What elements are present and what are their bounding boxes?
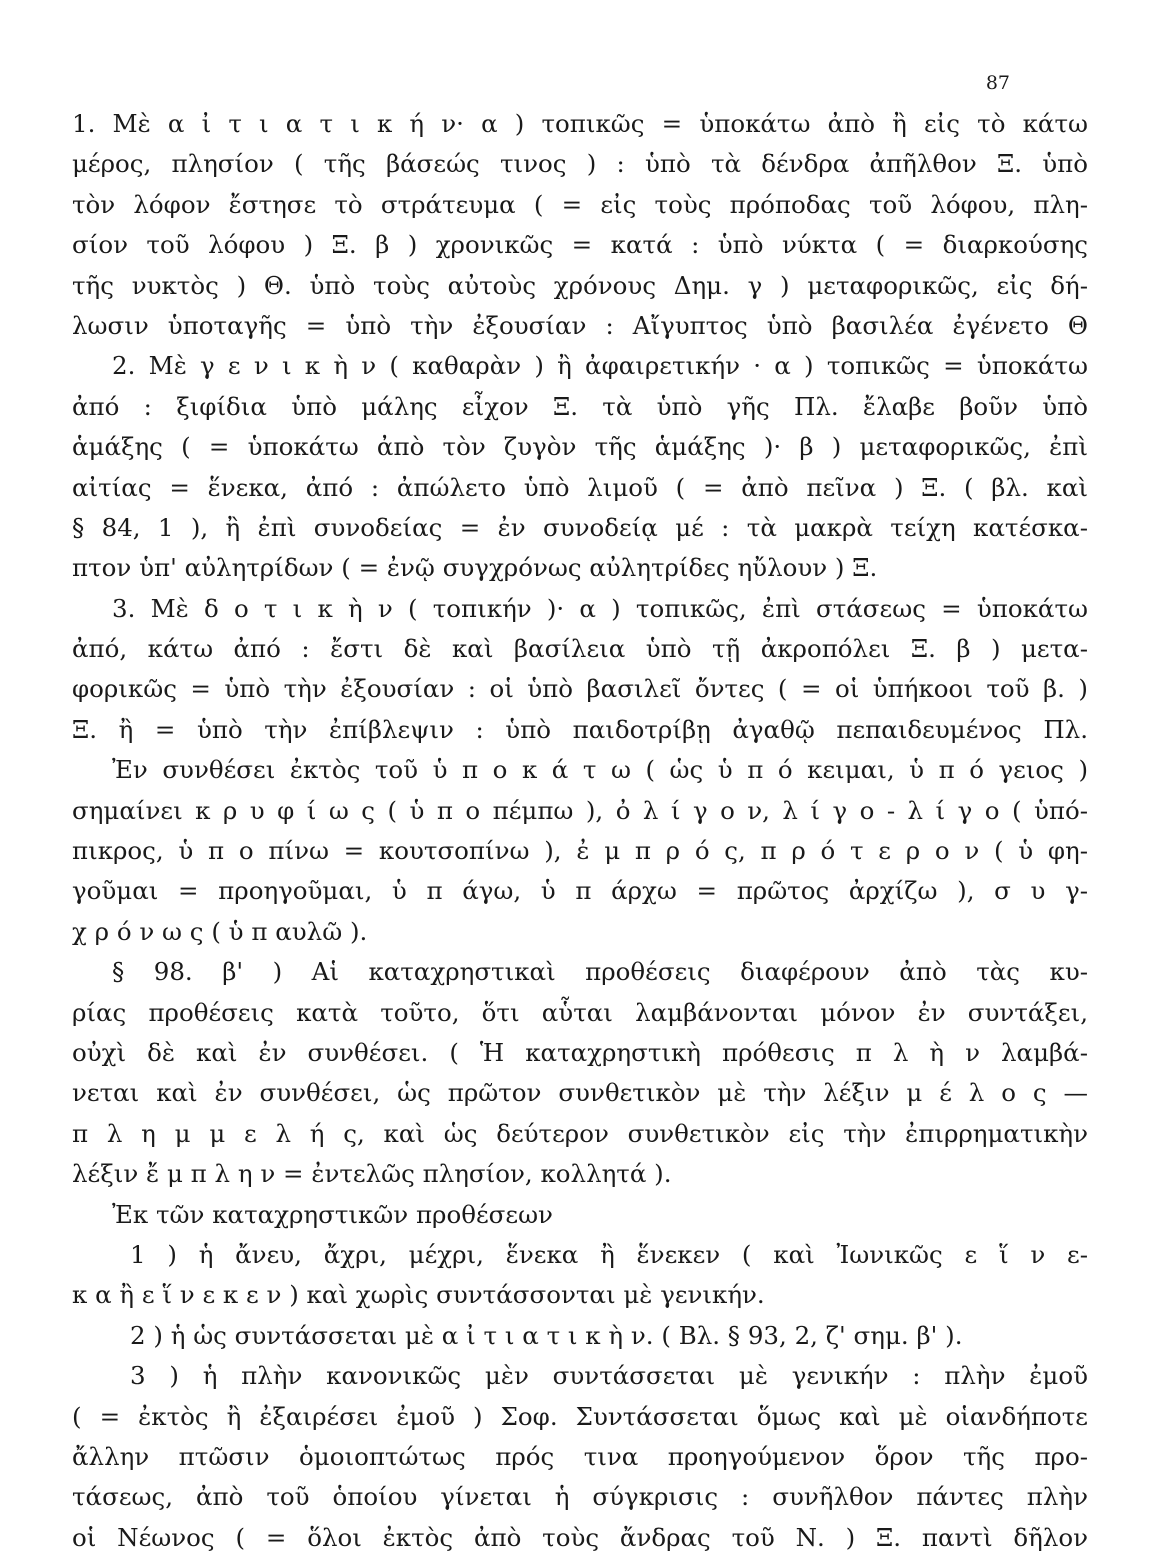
text-line-19: πικρος, ὑ π ο πίνω = κουτσοπίνω ), ἐ μ π ρ ό ς, π ρ ό τ ε ρ ο ν ( ὑ φη- (72, 836, 1088, 866)
text-line-1: 1. Μὲ α ἰ τ ι α τ ι κ ή ν· α ) τοπικῶς = ὑποκάτω ἀπὸ ἢ εἰς τὸ κάτω (72, 109, 1088, 138)
text-line-22: § 98. β' ) Αἱ καταχρηστικαὶ προθέσεις διαφέρουν ἀπὸ τὰς κυ- (112, 957, 1088, 987)
text-line-12: πτον ὑπ' αὐλητρίδων ( = ἐνῷ συγχρόνως αὐλητρίδες ηὔλουν ) Ξ. (72, 553, 878, 583)
text-line-18: σημαίνει κ ρ υ φ ί ω ς ( ὑ π ο πέμπω ), ὀ λ ί γ ο ν, λ ί γ ο - λ ί γ ο ( ὑπό- (72, 795, 1088, 825)
text-line-33: ( = ἐκτὸς ἢ ἐξαιρέσει ἐμοῦ ) Σοφ. Συντάσσεται ὅμως καὶ μὲ οἱανδήποτε (72, 1401, 1088, 1431)
text-line-8: ἀπό : ξιφίδια ὑπὸ μάλης εἶχον Ξ. τὰ ὑπὸ γῆς Πλ. ἔλαβε βοῦν ὑπὸ (72, 391, 1088, 421)
text-line-28: Ἐκ τῶν καταχρηστικῶν προθέσεων (112, 1199, 553, 1229)
text-line-14: ἀπό, κάτω ἀπό : ἔστι δὲ καὶ βασίλεια ὑπὸ τῇ ἀκροπόλει Ξ. β ) μετα- (72, 634, 1088, 664)
text-line-32: 3 ) ἡ πλὴν κανονικῶς μὲν συντάσσεται μὲ γενικήν : πλὴν ἐμοῦ (130, 1361, 1088, 1391)
body-text (72, 104, 1088, 1558)
text-line-16: Ξ. ἢ = ὑπὸ τὴν ἐπίβλεψιν : ὑπὸ παιδοτρίβῃ ἀγαθῷ πεπαιδευμένος Πλ. (72, 714, 1088, 744)
text-line-6: λωσιν ὑποταγῆς = ὑπὸ τὴν ἐξουσίαν : Αἴγυπτος ὑπὸ βασιλέα ἐγένετο Θ (72, 310, 1088, 340)
text-line-20: γοῦμαι = προηγοῦμαι, ὑ π άγω, ὑ π άρχω = πρῶτος ἀρχίζω ), σ υ γ- (72, 876, 1088, 906)
text-line-24: οὐχὶ δὲ καὶ ἐν συνθέσει. ( Ἡ καταχρηστικὴ πρόθεσις π λ ὴ ν λαμβά- (72, 1037, 1088, 1067)
text-line-2: μέρος, πλησίον ( τῆς βάσεώς τινος ) : ὑπὸ τὰ δένδρα ἀπῆλθον Ξ. ὑπὸ (72, 149, 1088, 179)
text-line-29: 1 ) ἡ ἄνευ, ἄχρι, μέχρι, ἕνεκα ἢ ἕνεκεν ( καὶ Ἰωνικῶς ε ἵ ν ε- (130, 1239, 1088, 1269)
text-line-10: αἰτίας = ἕνεκα, ἀπό : ἀπώλετο ὑπὸ λιμοῦ ( = ἀπὸ πεῖνα ) Ξ. ( βλ. καὶ (72, 472, 1088, 502)
text-line-17: Ἐν συνθέσει ἐκτὸς τοῦ ὑ π ο κ ά τ ω ( ὡς ὑ π ό κειμαι, ὑ π ό γειος ) (112, 755, 1088, 785)
text-line-26: π λ η μ μ ε λ ή ς, καὶ ὡς δεύτερον συνθετικὸν εἰς τὴν ἐπιρρηματικὴν (72, 1118, 1088, 1148)
text-line-36: οἱ Νέωνος ( = ὅλοι ἐκτὸς ἀπὸ τοὺς ἄνδρας τοῦ Ν. ) Ξ. παντὶ δῆλον (72, 1522, 1088, 1552)
text-line-9: ἁμάξης ( = ὑποκάτω ἀπὸ τὸν ζυγὸν τῆς ἁμάξης )· β ) μεταφορικῶς, ἐπὶ (72, 432, 1088, 462)
page-number: 87 (985, 72, 1010, 94)
text-line-34: ἄλλην πτῶσιν ὁμοιοπτώτως πρός τινα προηγούμενον ὅρον τῆς προ- (72, 1441, 1088, 1471)
text-line-5: τῆς νυκτὸς ) Θ. ὑπὸ τοὺς αὐτοὺς χρόνους Δημ. γ ) μεταφορικῶς, εἰς δή- (72, 270, 1088, 300)
text-line-25: νεται καὶ ἐν συνθέσει, ὡς πρῶτον συνθετικὸν μὲ τὴν λέξιν μ έ λ ο ς — (72, 1078, 1088, 1108)
text-line-31: 2 ) ἡ ὡς συντάσσεται μὲ α ἰ τ ι α τ ι κ ὴ ν. ( Βλ. § 93, 2, ζ' σημ. β' ). (130, 1320, 963, 1350)
text-line-7: 2. Μὲ γ ε ν ι κ ὴ ν ( καθαρὰν ) ἢ ἀφαιρετικήν · α ) τοπικῶς = ὑποκάτω (112, 351, 1088, 381)
text-line-3: τὸν λόφον ἔστησε τὸ στράτευμα ( = εἰς τοὺς πρόποδας τοῦ λόφου, πλη- (72, 189, 1088, 219)
text-line-13: 3. Μὲ δ ο τ ι κ ὴ ν ( τοπικήν )· α ) τοπικῶς, ἐπὶ στάσεως = ὑποκάτω (112, 593, 1088, 623)
text-line-23: ρίας προθέσεις κατὰ τοῦτο, ὅτι αὗται λαμβάνονται μόνον ἐν συντάξει, (72, 997, 1088, 1027)
text-line-30: κ α ἢ ε ἵ ν ε κ ε ν ) καὶ χωρὶς συντάσσονται μὲ γενικήν. (72, 1280, 765, 1310)
text-line-15: φορικῶς = ὑπὸ τὴν ἐξουσίαν : οἱ ὑπὸ βασιλεῖ ὄντες ( = οἱ ὑπήκοοι τοῦ β. ) (72, 674, 1088, 704)
text-line-35: τάσεως, ἀπὸ τοῦ ὁποίου γίνεται ἡ σύγκρισις : συνῆλθον πάντες πλὴν (72, 1482, 1088, 1512)
text-line-11: § 84, 1 ), ἢ ἐπὶ συνοδείας = ἐν συνοδείᾳ μέ : τὰ μακρὰ τείχη κατέσκα- (72, 512, 1088, 542)
text-line-27: λέξιν ἔ μ π λ η ν = ἐντελῶς πλησίον, κολλητά ). (72, 1159, 672, 1189)
text-line-4: σίον τοῦ λόφου ) Ξ. β ) χρονικῶς = κατά : ὑπὸ νύκτα ( = διαρκούσης (72, 230, 1088, 260)
text-line-21: χ ρ ό ν ω ς ( ὑ π αυλῶ ). (72, 916, 368, 946)
